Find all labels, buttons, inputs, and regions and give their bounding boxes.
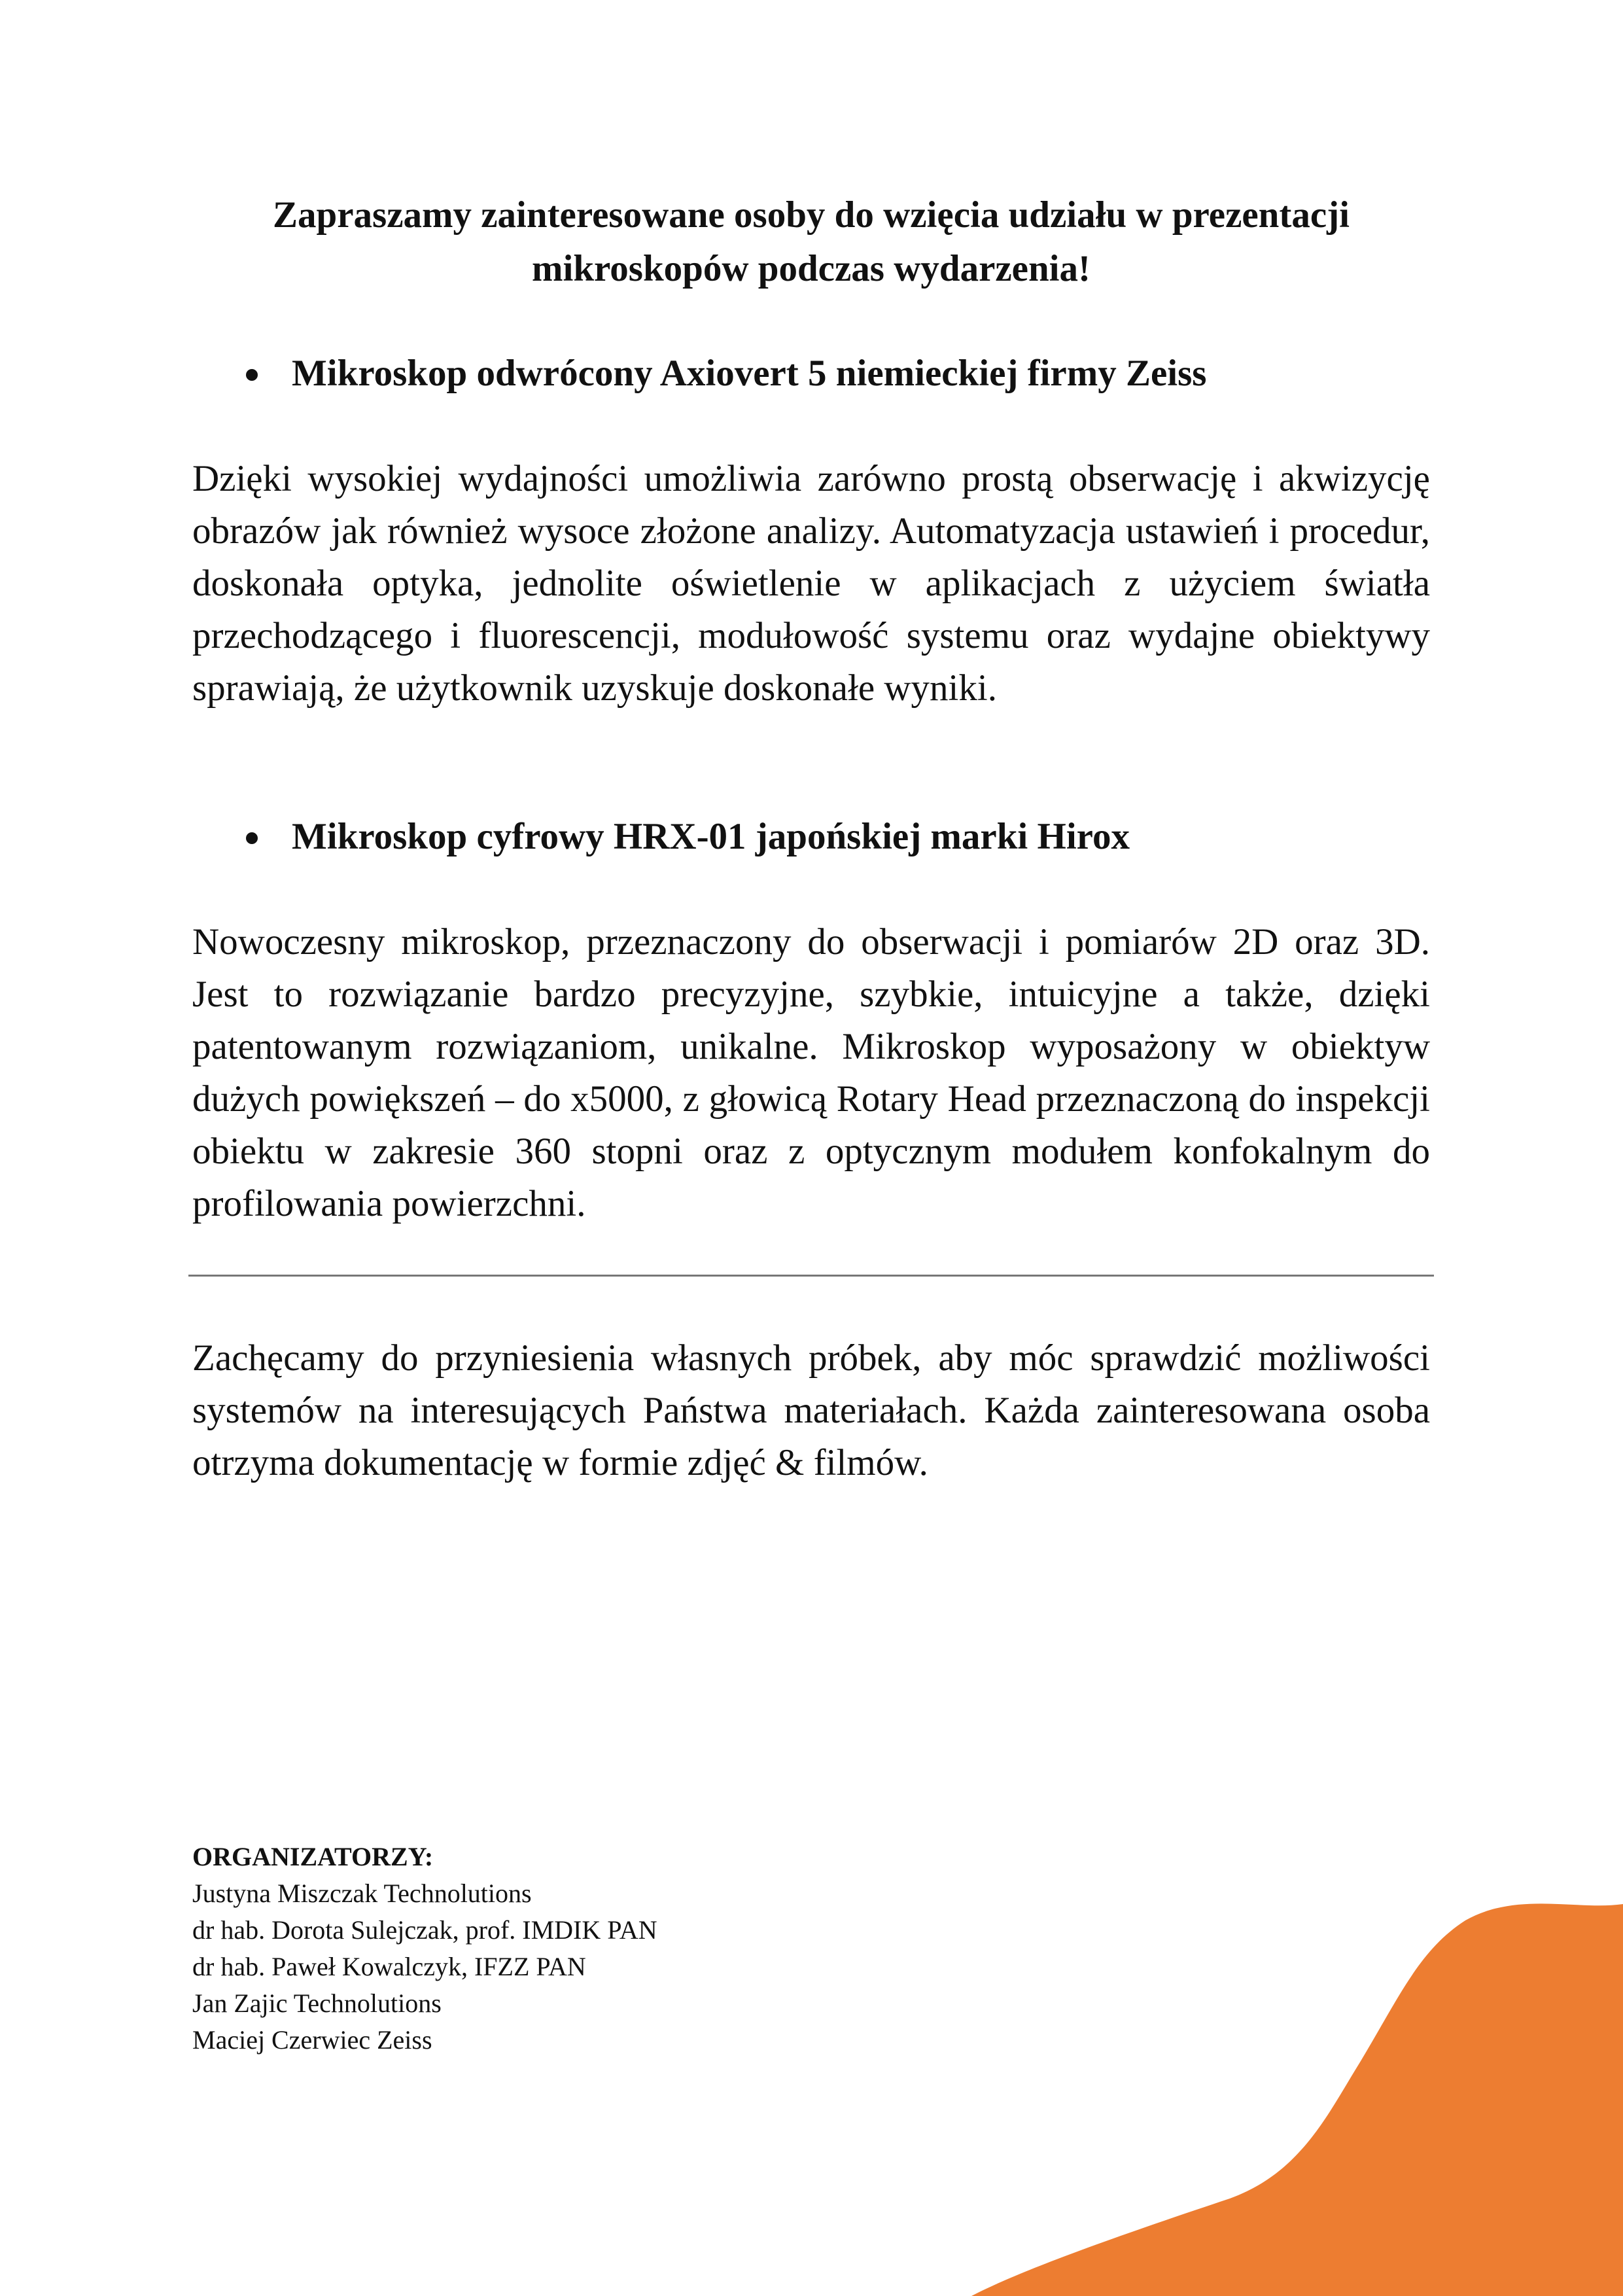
- organizers-heading: ORGANIZATORZY:: [192, 1842, 434, 1871]
- organizer-name: dr hab. Paweł Kowalczyk, IFZZ PAN: [192, 1952, 586, 1981]
- section-2-title: [241, 810, 1425, 864]
- section-2-body: Nowoczesny mikroskop, przeznaczony do obserwacji i pomiarów 2D oraz 3D. Jest to rozwiązanie bardzo precyzyjne, szybkie, intuicyjne a także, dzięki patentowanym rozwiązaniom, unikalne. Mikroskop wyposażony w obiektyw dużych powiększeń – do x5000, z głowicą Rotary Head przeznaczoną do inspekcji obiektu w zakresie 360 stopni oraz z optycznym modułem konfokalnym do profilowania powierzchni.: [192, 921, 1430, 1224]
- intro-heading: [196, 188, 1426, 296]
- organizer-name: Jan Zajic Technolutions: [192, 1988, 442, 2018]
- organizers-block: [192, 1839, 1108, 2058]
- closing-paragraph: Zachęcamy do przyniesienia własnych próbek, aby móc sprawdzić możliwości systemów na interesujących Państwa materiałach. Każda zainteresowana osoba otrzyma dokumentację w formie zdjęć & filmów.: [192, 1337, 1430, 1483]
- section-1-title-text: Mikroskop odwrócony Axiovert 5 niemieckiej firmy Zeiss: [292, 353, 1207, 394]
- intro-line-2: mikroskopów podczas wydarzenia!: [532, 248, 1091, 289]
- organizer-name: Justyna Miszczak Technolutions: [192, 1879, 532, 1908]
- section-1-body: Dzięki wysokiej wydajności umożliwia zarówno prostą obserwację i akwizycję obrazów jak również wysoce złożone analizy. Automatyzacja ustawień i procedur, doskonała optyka, jednolite oświetlenie w aplikacjach z użyciem światła przechodzącego i fluorescencji, modułowość systemu oraz wydajne obiektywy sprawiają, że użytkownik uzyskuje doskonałe wyniki.: [192, 458, 1430, 709]
- section-1-title: [241, 347, 1425, 400]
- bullet-icon: [246, 832, 258, 844]
- organizer-name: Maciej Czerwiec Zeiss: [192, 2025, 432, 2055]
- intro-line-1: Zapraszamy zainteresowane osoby do wzięcia udziału w prezentacji: [273, 194, 1350, 236]
- organizer-name: dr hab. Dorota Sulejczak, prof. IMDIK PAN: [192, 1915, 657, 1945]
- divider: [188, 1275, 1434, 1277]
- section-2-title-text: Mikroskop cyfrowy HRX-01 japońskiej marki Hirox: [292, 816, 1130, 857]
- bullet-icon: [246, 369, 258, 381]
